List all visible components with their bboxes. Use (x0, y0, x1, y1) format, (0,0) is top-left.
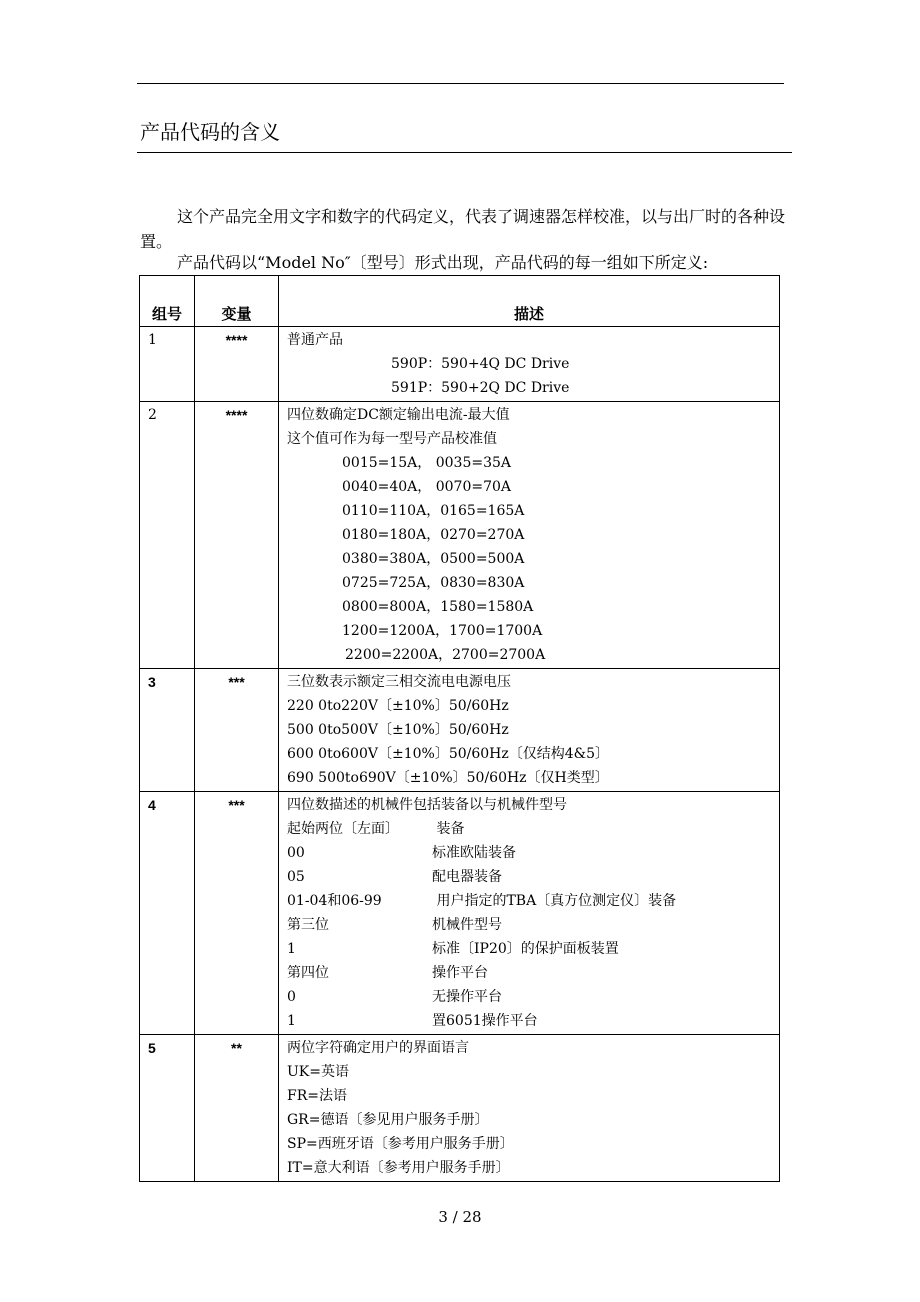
variable-mask: *** (195, 669, 279, 792)
current-rating-line: 0725=725A，0830=830A (342, 575, 525, 591)
description-line: 普通产品 (287, 332, 343, 348)
language-line: SP=西班牙语〔参考用户服务手册〕 (287, 1136, 514, 1152)
table-header-row (140, 276, 780, 327)
voltage-line: 600 0to600V〔±10%〕50/60Hz〔仅结构4&5〕 (287, 746, 610, 762)
header-description: 描述 (279, 276, 780, 327)
current-rating-line: 0180=180A，0270=270A (342, 527, 525, 543)
option-meaning: 置6051操作平台 (432, 1013, 538, 1029)
voltage-line: 500 0to500V〔±10%〕50/60Hz (287, 722, 509, 738)
current-rating-line: 1200=1200A，1700=1700A (342, 623, 543, 639)
variable-mask: ** (195, 1035, 279, 1182)
description-cell (279, 1035, 780, 1182)
language-line: UK=英语 (287, 1064, 349, 1080)
group-number: 3 (140, 669, 195, 792)
option-code: 1 (287, 1013, 296, 1029)
variable-mask: **** (195, 402, 279, 669)
top-rule (137, 83, 784, 84)
description-cell (279, 669, 780, 792)
voltage-line: 690 500to690V〔±10%〕50/60Hz〔仅H类型〕 (287, 770, 609, 786)
table-row (140, 402, 780, 669)
option-code: 第三位 (287, 917, 329, 933)
option-code: 起始两位〔左面〕 (287, 821, 399, 837)
mechanical-option-line (287, 961, 779, 985)
option-meaning: 用户指定的TBA〔真方位测定仪〕装备 (432, 893, 677, 909)
mechanical-option-line (287, 985, 779, 1009)
description-cell (279, 792, 780, 1035)
description-line: 590P：590+4Q DC Drive (391, 356, 570, 372)
option-meaning: 机械件型号 (432, 917, 502, 933)
page-number: 3 / 28 (438, 1208, 482, 1226)
group-number: 5 (140, 1035, 195, 1182)
description-cell (279, 327, 780, 402)
group-number: 2 (140, 402, 195, 669)
table-row (140, 792, 780, 1035)
option-code: 00 (287, 845, 305, 861)
current-rating-line: 0015=15A， 0035=35A (342, 455, 512, 471)
header-variable: 变量 (195, 276, 279, 327)
option-meaning: 标准欧陆装备 (432, 845, 516, 861)
section-heading: 产品代码的含义 (140, 120, 280, 144)
mechanical-option-line (287, 1009, 779, 1033)
mechanical-option-line (287, 817, 779, 841)
product-code-table (139, 275, 780, 1182)
description-line: 三位数表示额定三相交流电电源电压 (287, 674, 511, 690)
mechanical-option-line (287, 913, 779, 937)
header-group: 组号 (140, 276, 195, 327)
table-row (140, 669, 780, 792)
variable-mask: *** (195, 792, 279, 1035)
description-line: 这个值可作为每一型号产品校准值 (287, 431, 497, 447)
voltage-line: 220 0to220V〔±10%〕50/60Hz (287, 698, 509, 714)
description-cell (279, 402, 780, 669)
current-rating-line: 0040=40A， 0070=70A (342, 479, 512, 495)
mechanical-option-line (287, 841, 779, 865)
mechanical-option-line (287, 889, 779, 913)
description-line: 四位数描述的机械件包括装备以与机械件型号 (287, 797, 567, 813)
option-meaning: 装备 (432, 821, 465, 837)
option-code: 01-04和06-99 (287, 893, 382, 909)
model-no-note: 产品代码以“Model No″〔型号〕形式出现，产品代码的每一组如下所定义: (177, 253, 709, 272)
group-number: 1 (140, 327, 195, 402)
language-line: IT=意大利语〔参考用户服务手册〕 (287, 1160, 510, 1176)
current-rating-line: 0380=380A，0500=500A (342, 551, 525, 567)
language-line: GR=德语〔参见用户服务手册〕 (287, 1112, 489, 1128)
language-line: FR=法语 (287, 1088, 347, 1104)
mechanical-option-line (287, 937, 779, 961)
option-code: 1 (287, 941, 296, 957)
description-line: 591P：590+2Q DC Drive (391, 380, 570, 396)
current-rating-line: 0800=800A，1580=1580A (342, 599, 534, 615)
current-rating-line: 2200=2200A，2700=2700A (345, 647, 546, 663)
option-meaning: 配电器装备 (432, 869, 502, 885)
option-code: 05 (287, 869, 305, 885)
description-line: 四位数确定DC额定输出电流-最大值 (287, 407, 510, 423)
table-row (140, 1035, 780, 1182)
heading-rule (137, 152, 792, 153)
option-meaning: 无操作平台 (432, 989, 502, 1005)
description-line: 两位字符确定用户的界面语言 (287, 1040, 469, 1056)
mechanical-option-line (287, 865, 779, 889)
option-code: 0 (287, 989, 296, 1005)
intro-paragraph: 这个产品完全用文字和数字的代码定义，代表了调速器怎样校准，以与出厂时的各种设置。 (140, 207, 786, 251)
option-meaning: 标准〔IP20〕的保护面板装置 (432, 941, 619, 957)
table-row (140, 327, 780, 402)
option-code: 第四位 (287, 965, 329, 981)
group-number: 4 (140, 792, 195, 1035)
variable-mask: **** (195, 327, 279, 402)
current-rating-line: 0110=110A，0165=165A (342, 503, 525, 519)
option-meaning: 操作平台 (432, 965, 488, 981)
